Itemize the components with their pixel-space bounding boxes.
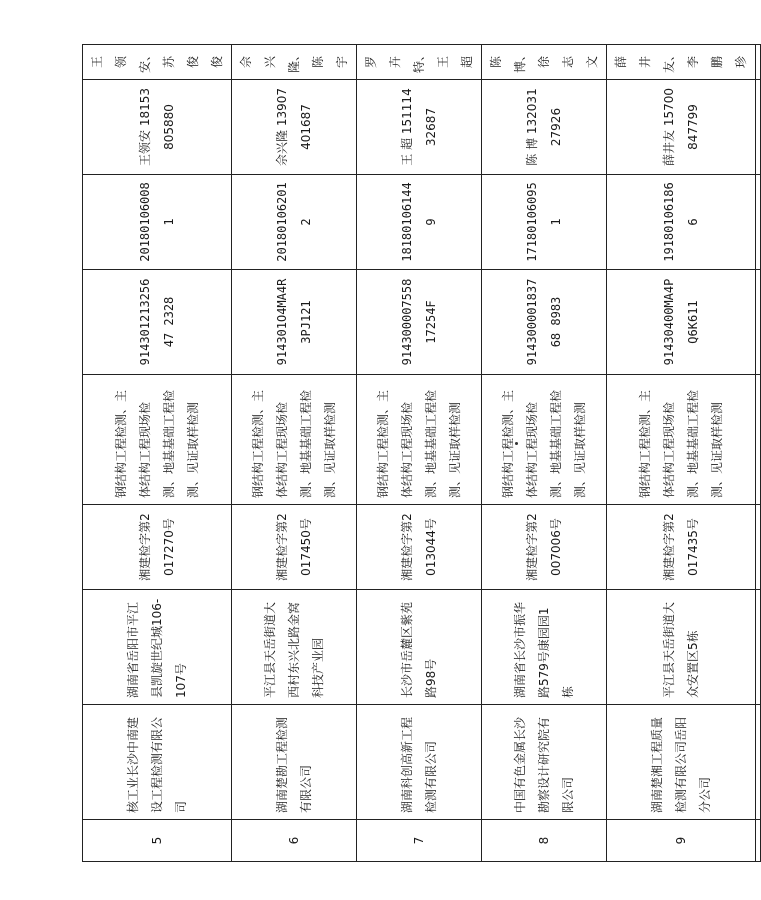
contact-person: 薛井友 15700847799 <box>607 80 756 175</box>
contact-person: 佘兴隆 13907401687 <box>232 80 357 175</box>
license-number: 191801061866 <box>607 175 756 270</box>
company-name: 中国有色金属长沙勘察设计研究院有限公司 <box>482 705 607 820</box>
scan-speck <box>515 442 518 445</box>
responsible-persons: 罗卉特、王 超 <box>357 45 482 80</box>
credit-code: 914301O4MA4R3PJ121 <box>232 270 357 375</box>
certificate-number: 湘建检字第2013044号 <box>357 505 482 590</box>
company-address: 长沙市岳麓区紫苑路98号 <box>357 590 482 705</box>
empty-cell <box>756 45 761 80</box>
row-number: 5 <box>83 820 232 862</box>
inspection-scope: 钢结构工程检测、主体结构工程现场检测、地基基础工程检测、见证取样检测 <box>357 375 482 505</box>
certificate-number: 湘建检字第2017435号 <box>607 505 756 590</box>
inspection-scope: 钢结构工程检测、主体结构工程现场检测、地基基础工程检测、见证取样检测 <box>232 375 357 505</box>
rotated-table-container <box>82 45 748 862</box>
inspection-scope: 钢结构工程检测、主体结构工程现场检测、地基基础工程检测、见证取样检测 <box>482 375 607 505</box>
responsible-persons: 薛井友、李鹏珍 <box>607 45 756 80</box>
responsible-persons: 佘兴隆、陈 宇 <box>232 45 357 80</box>
empty-cell <box>756 820 761 862</box>
contact-person: 王 超 15111432687 <box>357 80 482 175</box>
table-row <box>83 45 232 862</box>
company-name: 湖南楚湘工程质量检测有限公司岳阳分公司 <box>607 705 756 820</box>
license-number: 20180106008 1 <box>83 175 232 270</box>
empty-cell <box>756 705 761 820</box>
row-number: 8 <box>482 820 607 862</box>
row-number: 7 <box>357 820 482 862</box>
license-number: 181801061449 <box>357 175 482 270</box>
license-number: 201801062012 <box>232 175 357 270</box>
responsible-persons: 王领安、苏俊俊 <box>83 45 232 80</box>
license-number: 171801060951 <box>482 175 607 270</box>
inspection-scope: 钢结构工程检测、主体结构工程现场检测、地基基础工程检测、见证取样检测 <box>83 375 232 505</box>
table-row-empty <box>756 45 761 862</box>
company-address: 湖南省岳阳市平江县凯旋世纪城106-107号 <box>83 590 232 705</box>
empty-cell <box>756 505 761 590</box>
table-row <box>232 45 357 862</box>
inspection-agency-table <box>82 44 761 862</box>
certificate-number: 湘建检字第2007006号 <box>482 505 607 590</box>
company-address: 平江县天岳街道大众安置区5栋 <box>607 590 756 705</box>
responsible-persons: 陈 博、徐志文 <box>482 45 607 80</box>
table-row <box>482 45 607 862</box>
empty-cell <box>756 80 761 175</box>
empty-cell <box>756 175 761 270</box>
credit-code: 91430121325647 2328 <box>83 270 232 375</box>
company-address: 湖南省长沙市振华路579号康园园1栋 <box>482 590 607 705</box>
certificate-number: 湘建检字第2017450号 <box>232 505 357 590</box>
table-row <box>357 45 482 862</box>
table-row <box>607 45 756 862</box>
company-address: 平江县天岳街道大西村东兴北路金窝科技产业园 <box>232 590 357 705</box>
certificate-number: 湘建检字第2017270号 <box>83 505 232 590</box>
credit-code: 91430000755817254F <box>357 270 482 375</box>
empty-cell <box>756 270 761 375</box>
credit-code: 91430400MA4PQ6K611 <box>607 270 756 375</box>
empty-cell <box>756 590 761 705</box>
inspection-scope: 钢结构工程检测、主体结构工程现场检测、地基基础工程检测、见证取样检测 <box>607 375 756 505</box>
company-name: 湖南楚勘工程检测有限公司 <box>232 705 357 820</box>
company-name: 核工业长沙中南建设工程检测有限公司 <box>83 705 232 820</box>
contact-person: 王领安 18153805880 <box>83 80 232 175</box>
company-name: 湖南科创高新工程检测有限公司 <box>357 705 482 820</box>
row-number: 6 <box>232 820 357 862</box>
empty-cell <box>756 375 761 505</box>
row-number: 9 <box>607 820 756 862</box>
credit-code: 91430000183768 8983 <box>482 270 607 375</box>
contact-person: 陈 博 13203127926 <box>482 80 607 175</box>
